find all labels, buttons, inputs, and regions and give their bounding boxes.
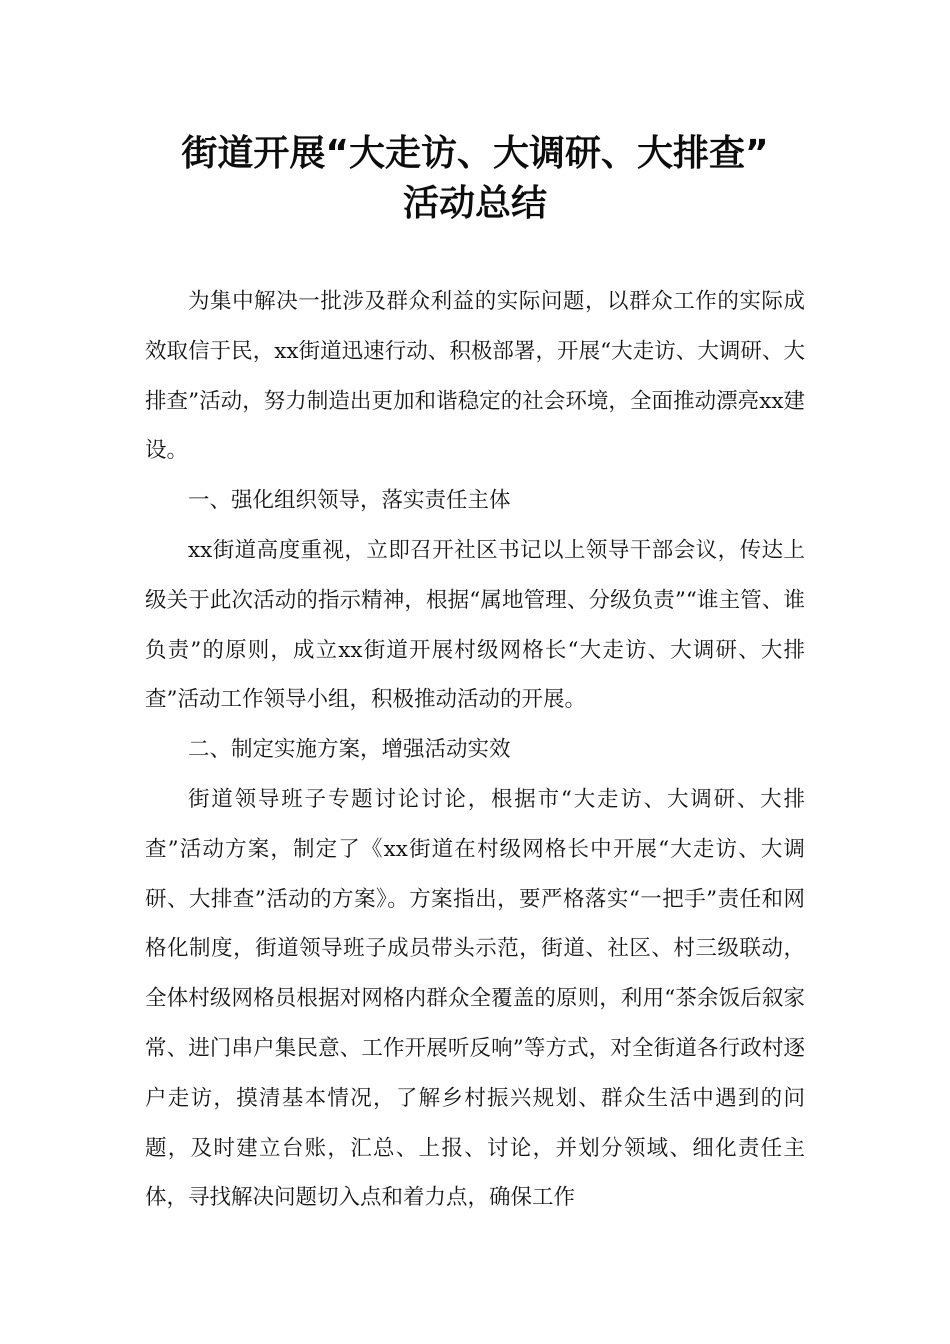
document-body bbox=[145, 277, 805, 1223]
paragraph-section-2: 街道领导班子专题讨论讨论，根据市“大走访、大调研、大排查”活动方案，制定了《xx街道在村级网格长中开展“大走访、大调研、大排查”活动的方案》。方案指出，要严格落实“一把手”责任和网格化制度，街道领导班子成员带头示范，街道、社区、村三级联动，全体村级网格员根据对网格内群众全覆盖的原则，利用“茶余饭后叙家常、进门串户集民意、工作开展听反响”等方式，对全街道各行政村逐户走访，摸清基本情况，了解乡村振兴规划、群众生活中遇到的问题，及时建立台账，汇总、上报、讨论，并划分领域、细化责任主体，寻找解决问题切入点和着力点，确保工作 bbox=[145, 786, 805, 1211]
section-heading-1: 一、强化组织领导，落实责任主体 bbox=[188, 488, 511, 514]
document-title-line-2: 活动总结 bbox=[402, 183, 547, 224]
section-heading-2: 二、制定实施方案，增强活动实效 bbox=[188, 737, 511, 763]
paragraph-intro: 为集中解决一批涉及群众利益的实际问题，以群众工作的实际成效取信于民，xx街道迅速行动、积极部署，开展“大走访、大调研、大排查”活动，努力制造出更加和谐稳定的社会环境，全面推动漂亮xx建设。 bbox=[145, 289, 805, 464]
paragraph-section-1: xx街道高度重视，立即召开社区书记以上领导干部会议，传达上级关于此次活动的指示精神，根据“属地管理、分级负责”“谁主管、谁负责”的原则，成立xx街道开展村级网格长“大走访、大调研、大排查”活动工作领导小组，积极推动活动的开展。 bbox=[145, 537, 805, 713]
document-title-line-1: 街道开展“大走访、大调研、大排查” bbox=[181, 133, 769, 174]
